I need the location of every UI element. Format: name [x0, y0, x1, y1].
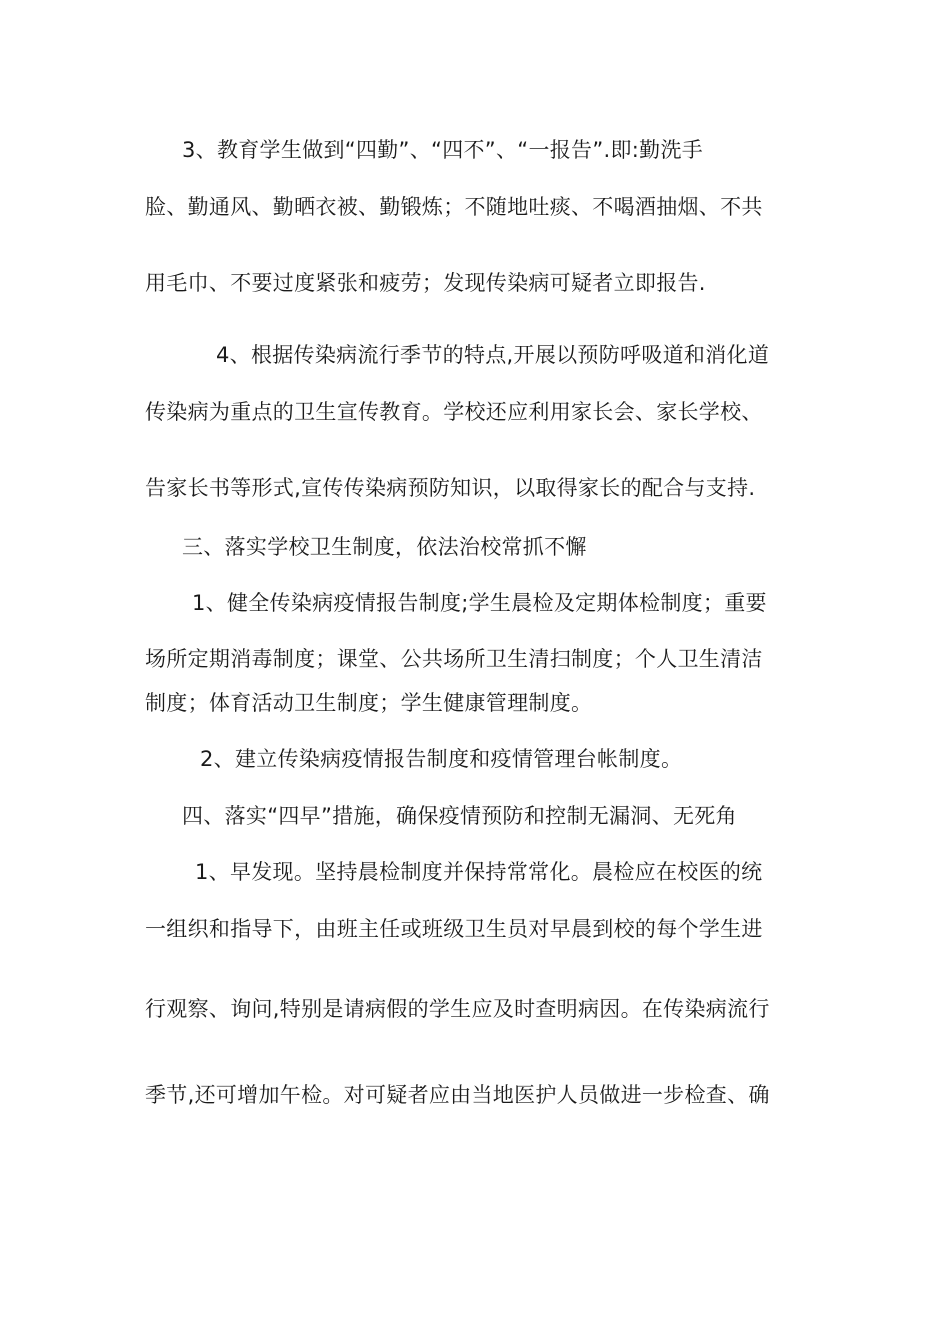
- paragraph-line: 一组织和指导下，由班主任或班级卫生员对早晨到校的每个学生进: [145, 917, 763, 941]
- paragraph-line: 4、根据传染病流行季节的特点,开展以预防呼吸道和消化道: [216, 343, 770, 367]
- paragraph-line: 2、建立传染病疫情报告制度和疫情管理台帐制度。: [200, 747, 683, 771]
- section-heading: 四、落实“四早”措施，确保疫情预防和控制无漏洞、无死角: [182, 804, 737, 828]
- paragraph-line: 场所定期消毒制度；课堂、公共场所卫生清扫制度；个人卫生清洁: [145, 647, 763, 671]
- paragraph-line: 传染病为重点的卫生宣传教育。学校还应利用家长会、家长学校、: [145, 400, 763, 424]
- section-heading: 三、落实学校卫生制度，依法治校常抓不懈: [182, 535, 587, 559]
- paragraph-line: 用毛巾、不要过度紧张和疲劳；发现传染病可疑者立即报告.: [145, 271, 706, 295]
- paragraph-line: 行观察、询问,特别是请病假的学生应及时查明病因。在传染病流行: [145, 997, 770, 1021]
- paragraph-line: 1、早发现。坚持晨检制度并保持常常化。晨检应在校医的统: [195, 860, 763, 884]
- paragraph-line: 3、教育学生做到“四勤”、“四不”、“一报告”.即:勤洗手: [182, 138, 704, 162]
- paragraph-line: 制度；体育活动卫生制度；学生健康管理制度。: [145, 691, 593, 715]
- paragraph-line: 脸、勤通风、勤晒衣被、勤锻炼；不随地吐痰、不喝酒抽烟、不共: [145, 195, 763, 219]
- paragraph-line: 1、健全传染病疫情报告制度;学生晨检及定期体检制度；重要: [192, 591, 767, 615]
- paragraph-line: 告家长书等形式,宣传传染病预防知识，以取得家长的配合与支持.: [145, 476, 756, 500]
- paragraph-line: 季节,还可增加午检。对可疑者应由当地医护人员做进一步检查、确: [145, 1083, 770, 1107]
